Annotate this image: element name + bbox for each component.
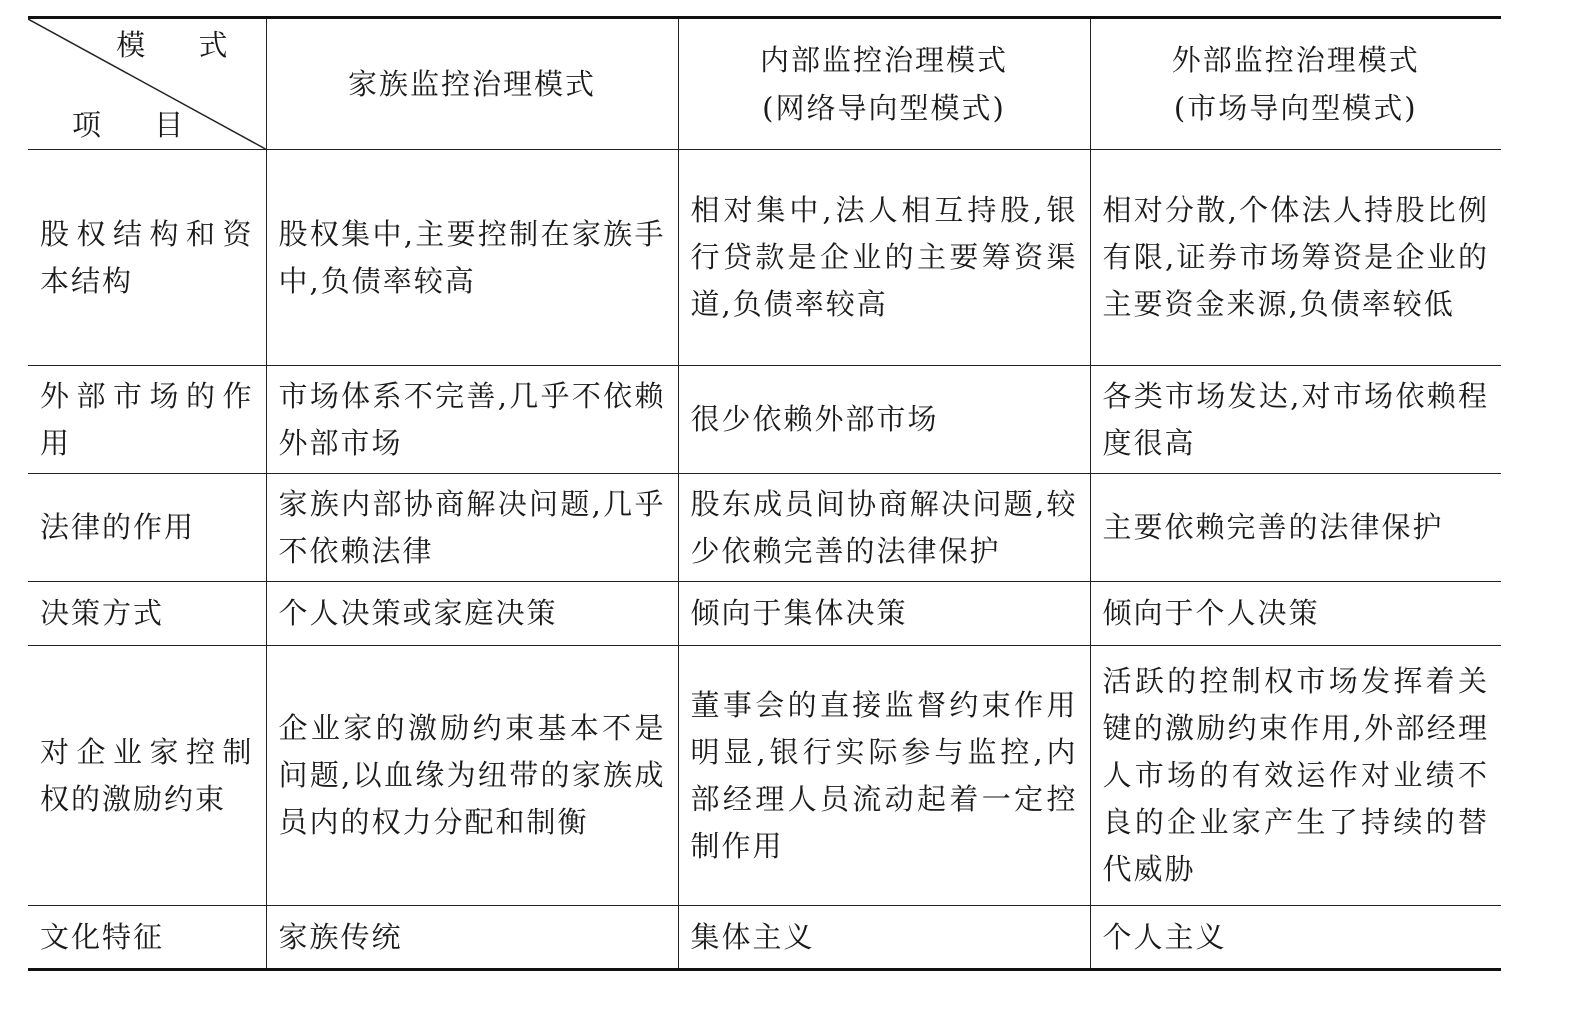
table-row (28, 366, 1501, 474)
corner-label-item: 项 目 (72, 108, 206, 142)
row-item-cell: 文化特征 (28, 906, 266, 970)
internal-mode-cell: 董事会的直接监督约束作用明显,银行实际参与监控,内部经理人员流动起着一定控制作用 (678, 646, 1090, 906)
external-mode-cell: 活跃的控制权市场发挥着关键的激励约束作用,外部经理人市场的有效运作对业绩不良的企业家产生了持续的替代威胁 (1090, 646, 1501, 906)
family-mode-cell: 市场体系不完善,几乎不依赖外部市场 (266, 366, 678, 474)
header-internal-sublabel: (网络导向型模式) (762, 91, 1006, 125)
internal-mode-cell: 相对集中,法人相互持股,银行贷款是企业的主要筹资渠道,负债率较高 (678, 150, 1090, 366)
header-external-mode (1090, 18, 1501, 150)
diagonal-corner-cell (28, 18, 266, 150)
external-mode-cell: 个人主义 (1090, 906, 1501, 970)
table-row (28, 582, 1501, 646)
header-internal-label: 内部监控治理模式 (759, 43, 1008, 77)
table-row (28, 150, 1501, 366)
table-row (28, 474, 1501, 582)
row-item-cell: 决策方式 (28, 582, 266, 646)
family-mode-cell: 家族传统 (266, 906, 678, 970)
corner-label-mode: 模 式 (116, 28, 250, 62)
external-mode-cell: 倾向于个人决策 (1090, 582, 1501, 646)
header-external-sublabel: (市场导向型模式) (1173, 91, 1418, 125)
family-mode-cell: 企业家的激励约束基本不是问题,以血缘为纽带的家族成员内的权力分配和制衡 (266, 646, 678, 906)
header-family-mode (266, 18, 678, 150)
family-mode-cell: 股权集中,主要控制在家族手中,负债率较高 (266, 150, 678, 366)
row-item-cell: 法律的作用 (28, 474, 266, 582)
row-item-cell: 股权结构和资本结构 (28, 150, 266, 366)
header-external-label: 外部监控治理模式 (1171, 43, 1420, 77)
header-family-label: 家族监控治理模式 (347, 67, 596, 101)
family-mode-cell: 个人决策或家庭决策 (266, 582, 678, 646)
internal-mode-cell: 集体主义 (678, 906, 1090, 970)
row-item-cell: 对企业家控制权的激励约束 (28, 646, 266, 906)
governance-modes-table (28, 16, 1501, 971)
row-item-cell: 外部市场的作用 (28, 366, 266, 474)
external-mode-cell: 主要依赖完善的法律保护 (1090, 474, 1501, 582)
internal-mode-cell: 很少依赖外部市场 (678, 366, 1090, 474)
table-row (28, 906, 1501, 970)
internal-mode-cell: 倾向于集体决策 (678, 582, 1090, 646)
table-row (28, 646, 1501, 906)
family-mode-cell: 家族内部协商解决问题,几乎不依赖法律 (266, 474, 678, 582)
header-internal-mode (678, 18, 1090, 150)
header-row (28, 18, 1501, 150)
external-mode-cell: 各类市场发达,对市场依赖程度很高 (1090, 366, 1501, 474)
external-mode-cell: 相对分散,个体法人持股比例有限,证券市场筹资是企业的主要资金来源,负债率较低 (1090, 150, 1501, 366)
internal-mode-cell: 股东成员间协商解决问题,较少依赖完善的法律保护 (678, 474, 1090, 582)
